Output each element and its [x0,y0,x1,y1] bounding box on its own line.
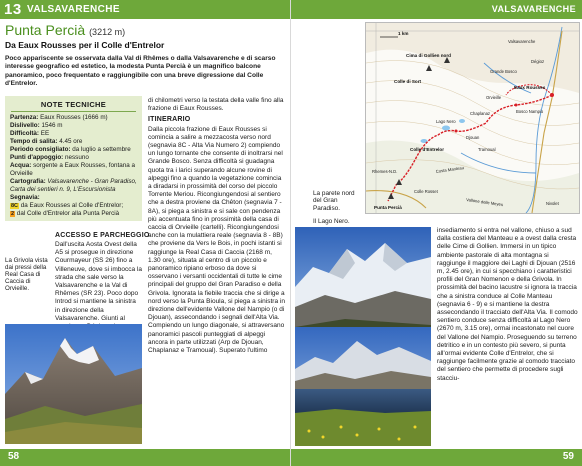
technical-notes-title: NOTE TECNICHE [40,100,107,109]
intro-paragraph: Poco appariscente se osservata dalla Val di Rhêmes o dalla Valsavarenche e di scarso interesse geografico ed estetico, la modesta Punta Percià è un magnifico balcone panoramico, poco frequentato e raggiungibile con una breve digressione dal Colle d'Entrelor. [5,55,276,88]
route-subtitle: Da Eaux Rousses per il Colle d'Entrelor [5,40,165,50]
note-segnavia-2: 2 dal Colle d'Entrelor alla Punta Percià [11,210,120,217]
map-scale-label: 1 km [398,31,409,36]
technical-notes-body [10,114,140,218]
map-label: Lago Nero [436,119,456,124]
chapter-title: VALSAVARENCHE [491,4,576,14]
right-page [291,0,582,466]
itinerary-lead: di chilometri verso la testata della valle fino alla frazione di Eaux Rousses. [148,97,284,113]
note-punti: Punti d'appoggio: nessuno [10,154,89,161]
page-number: 58 [8,451,20,462]
caption-gran-paradiso: La parete nord del Gran Paradiso. [313,190,355,212]
note-acqua: Acqua: sorgente a Eaux Rousses, fontana a Orvieille [10,162,135,177]
itinerary-column [148,97,286,355]
note-difficolta: Difficoltà: EE [10,130,50,137]
grivola-photo [5,324,142,444]
itinerary-heading: ITINERARIO [148,116,191,124]
map-label: Costa Manteau [435,165,465,174]
page-number: 59 [562,451,574,462]
map-label: Nivolet [546,201,559,206]
note-cartografia: Cartografia: Valsavarenche - Gran Paradiso, Carta dei sentieri n. 9, L'Escursionista [10,178,137,193]
map-label: Valsavarenche [508,39,536,44]
itinerary-text: Dalla piccola frazione di Eaux Rousses si comincia a salire a mezzacosta verso nord (segnavia 8C - Alta Via Numero 2) compiendo un lungo tornante che consente di inoltrarsi nel Grande Bosco. Senza difficoltà si guadagna quota tra i larici superando alcune rovine di alpeggi fino a quando la vegetazione comincia a diradarsi in prossimità del corso del piccolo Torrente Meriou. Ricongiungendosi al sentiero che a destra proviene da Chêton (segnavia 7 - 8A), si piega a sinistra e si sale con pendenza più accentuata fino in prossimità della casa di caccia di Orvieille (cartelli). Ricongiungendosi anche con la mulattiera reale (segnavia 8 - 8B) che proviene da Vers le Bois, in pochi istanti si raggiunge la Real Casa di Caccia (2168 m, 1.30 ore), situata al centro di un piccolo e panoramico ripiano erboso da dove si osservano i versanti occidentali di tutte le cime principali del gruppo del Gran Paradiso e della Grivola. Ignorata la fiebile traccia che si dirige a nord verso la Punta Bioula, si piega a sinistra in direzione dell'evidente Vallone del Nampio (o di Djouan), assecondando i segnali dell'Alta Via. Compiendo un lungo diagonale, si attraversano panoramici pascoli punteggiati di alpeggi ancora in parte utilizzati (Arp de Djouan, Chaplanaz e Tramoual). Superato l'ultimo [148,125,285,355]
map-graphic [366,23,579,213]
map-label: Cima di Gollien nord [406,53,451,58]
chapter-number: 13 [4,1,22,18]
note-segnavia: Segnavia: [10,194,40,201]
note-partenza: Partenza: Eaux Rousses (1666 m) [10,114,108,121]
chapter-title: VALSAVARENCHE [27,4,120,15]
technical-notes-divider [11,111,136,112]
chapter-header [0,0,291,19]
peak-altitude: (3212 m) [89,27,126,37]
map-photo-caption [313,190,363,226]
map-label: Orvieille [486,95,502,100]
map-label: Colle di Sort [394,79,422,84]
map-label: Punta Percià [374,205,402,210]
note-tempo: Tempo di salita: 4.45 ore [10,138,83,145]
lago-nero-photo [295,327,431,446]
map-label: Colle Rosset [414,189,438,194]
map-label: Rhemes-N.D. [372,169,398,174]
map-label: Vallone delle Meyes [465,197,504,208]
map-label: Grande Bosco [490,69,517,74]
map-label: Chaplanaz [470,111,491,116]
access-heading: ACCESSO E PARCHEGGIO [55,232,150,239]
map-label: Dégioz [531,59,545,64]
map-label: Eaux Rousses [514,85,546,90]
route-map [365,22,580,214]
trail-marker-badge: 2 [11,211,15,217]
peak-name: Punta Percià [5,22,86,38]
access-text: Dall'uscita Aosta Ovest della A5 si prosegue in direzione Courmayeur (SS 26) fino a Villeneuve, dove si imbocca la strada che sale verso la Valsavarenche e la Val di Rhêmes (SR 23). Poco dopo Introd si mantiene la sinistra in direzione della Valsavarenche. Giunti al [55,241,142,322]
caption-lago-nero: Il Lago Nero. [313,218,350,226]
map-label: Tramoual [478,147,496,152]
photo-caption: La Grivola vista dai pressi della Real Casa di Caccia di Orvieille. [5,257,48,292]
technical-notes-box [5,96,142,221]
map-label: Colle d'Entrelor [410,147,445,152]
note-periodo: Periodo consigliato: da luglio a settembre [10,146,131,153]
itinerary-continued: insediamento si entra nel vallone, chiuso a sud dalla costiera del Manteau e a ovest dalla cresta delle Cime di Gollien. Immersi in un tipico ambiente pastorale di alta montagna si raggiunge il maggiore dei Laghi di Djouan (2516 m, 2.45 ore), in cui si specchiano i caratteristici profili del Gran Nomenon e della Grivola. In prossimità del bacino lacustre si ignora la traccia che a sinistra conduce al Colle Manteau (segnavia 6 - 9) e si mantiene la destra assecondando il tracciato dell'Alta Via. Il comodo sentiero conduce senza difficoltà al Lago Nero (2670 m, 3.15 ore), ormai incastonato nel cuore del Vallone del Nampio. Proseguendo su terreno detritico e in un contesto più severo, si punta all'ormai evidente Colle d'Entrelor, che si raggiunge facilmente grazie al comodo tracciato del sentiero che permette di procedere sugli stacciu- [437,227,578,382]
page-title [5,22,125,38]
map-label: Bosco Nampio [516,109,544,114]
note-dislivello: Dislivello: 1546 m [10,122,63,129]
footer [0,449,291,466]
chapter-header [291,0,582,19]
footer [291,449,582,466]
note-segnavia-1: 8C da Eaux Rousses al Colle d'Entrelor; [11,202,124,209]
trail-marker-badge: 8C [11,203,19,209]
map-label: Djouan [466,135,480,140]
